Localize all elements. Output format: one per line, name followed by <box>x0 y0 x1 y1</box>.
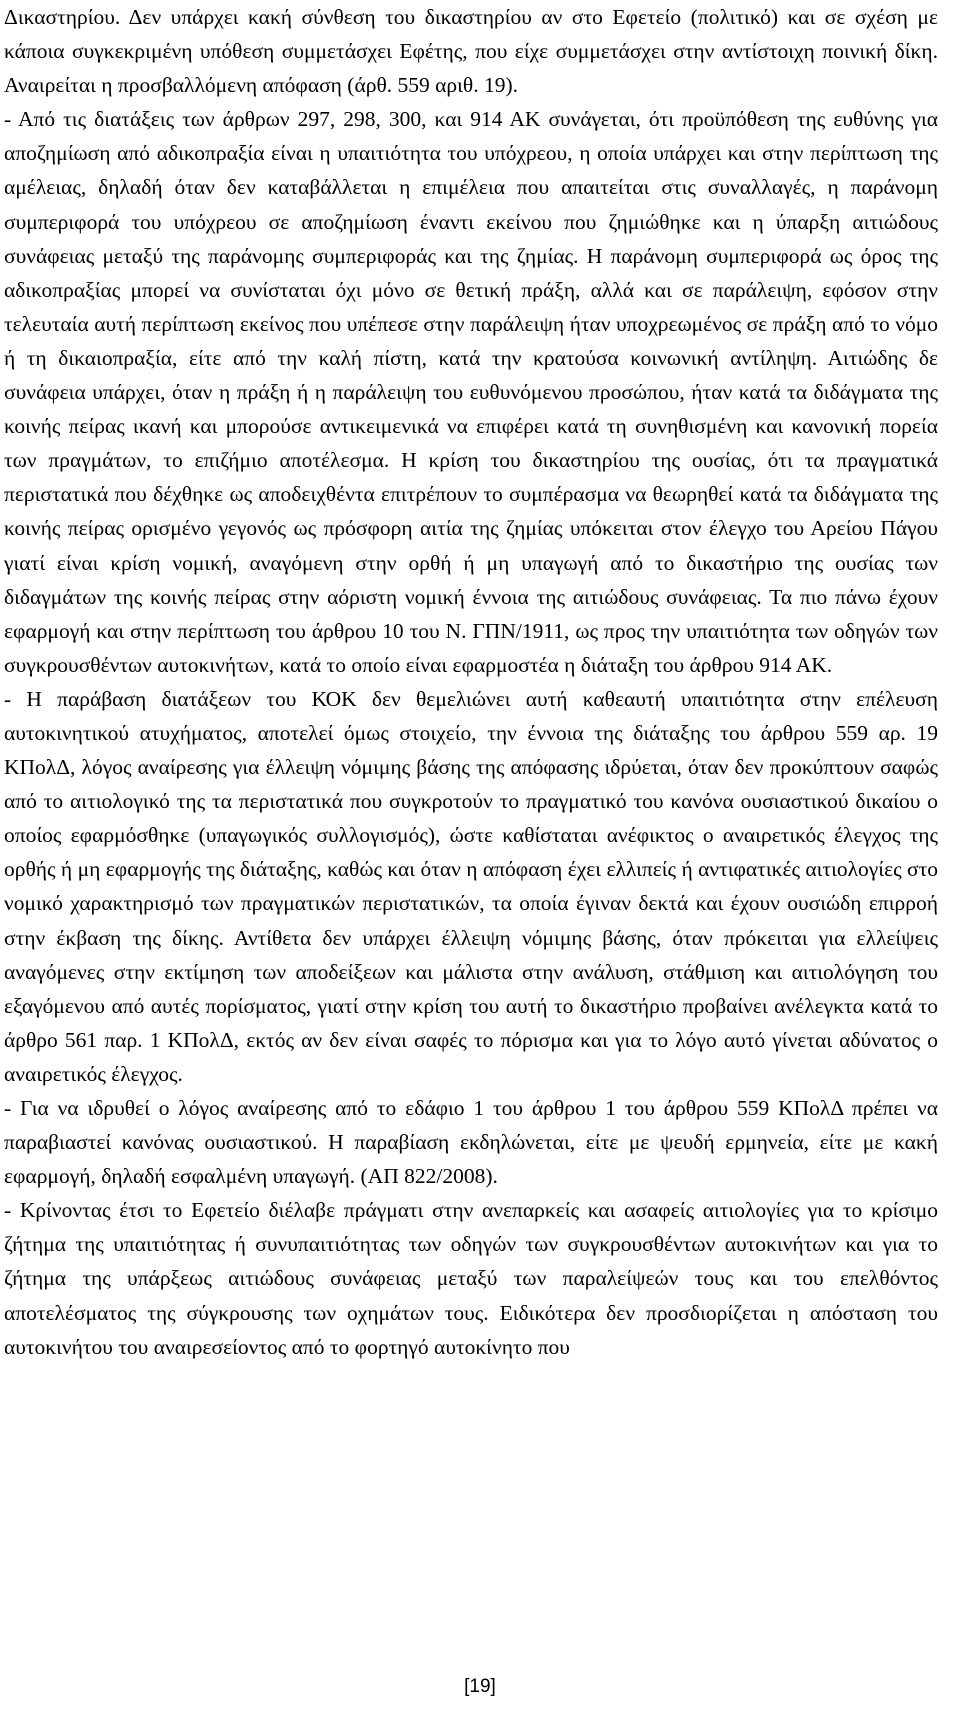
document-body <box>4 0 938 1364</box>
paragraph-tort-liability: - Από τις διατάξεις των άρθρων 297, 298, 300, και 914 ΑΚ συνάγεται, ότι προϋπόθεση της ευθύνης για αποζημίωση από αδικοπραξία είναι η υπαιτιότητα του υπόχρεου, η οποία υπάρχει και στην περίπτωση της αμέλειας, δηλαδή όταν δεν καταβάλλεται η επιμέλεια που απαιτείται στις συναλλαγές, η παράνομη συμπεριφορά του υπόχρεου σε αποζημίωση έναντι εκείνου που ζημιώθηκε και η ύπαρξη αιτιώδους συνάφειας μεταξύ της παράνομης συμπεριφοράς και της ζημίας. Η παράνομη συμπεριφορά ως όρος της αδικοπραξίας μπορεί να συνίσταται όχι μόνο σε θετική πράξη, αλλά και σε παράλειψη, εφόσον στην τελευταία αυτή περίπτωση εκείνος που υπέπεσε στην παράλειψη ήταν υποχρεωμένος σε πράξη από το νόμο ή τη δικαιοπραξία, είτε από την καλή πίστη, κατά την κρατούσα κοινωνική αντίληψη. Αιτιώδης δε συνάφεια υπάρχει, όταν η πράξη ή η παράλειψη του ευθυνόμενου προσώπου, ήταν κατά τα διδάγματα της κοινής πείρας ικανή και μπορούσε αντικειμενικά να επιφέρει κατά τη συνηθισμένη και κανονική πορεία των πραγμάτων, το επιζήμιο αποτέλεσμα. Η κρίση του δικαστηρίου της ουσίας, ότι τα πραγματικά περιστατικά που δέχθηκε ως αποδειχθέντα επιτρέπουν το συμπέρασμα να θεωρηθεί κατά τα διδάγματα της κοινής πείρας ορισμένο γεγονός ως πρόσφορη αιτία της ζημίας υπόκειται στον έλεγχο του Αρείου Πάγου γιατί είναι κρίση νομική, αναγόμενη στην ορθή ή μη υπαγωγή από το δικαστήριο της ουσίας των διδαγμάτων της κοινής πείρας στην αόριστη νομική έννοια της αιτιώδους συνάφειας. Τα πιο πάνω έχουν εφαρμογή και στην περίπτωση του άρθρου 10 του Ν. ΓΠΝ/1911, ως προς την υπαιτιότητα των οδηγών των συγκρουσθέντων αυτοκινήτων, κατά το οποίο είναι εφαρμοστέα η διάταξη του άρθρου 914 ΑΚ. <box>4 107 938 677</box>
paragraph-court-composition: Δικαστηρίου. Δεν υπάρχει κακή σύνθεση του δικαστηρίου αν στο Εφετείο (πολιτικό) και σε σχέση με κάποια συγκεκριμένη υπόθεση συμμετάσχει Εφέτης, που είχε συμμετάσχει στην αντίστοιχη ποινική δίκη. Αναιρείται η προσβαλλόμενη απόφαση (άρθ. 559 αριθ. 19). <box>4 5 938 98</box>
paragraph-cassation-grounds: - Για να ιδρυθεί ο λόγος αναίρεσης από το εδάφιο 1 του άρθρου 1 του άρθρου 559 ΚΠολΔ πρέπει να παραβιαστεί κανόνας ουσιαστικού. Η παραβίαση εκδηλώνεται, είτε με ψευδή ερμηνεία, είτε με κακή εφαρμογή, δηλαδή εσφαλμένη υπαγωγή. (ΑΠ 822/2008). <box>4 1096 938 1189</box>
page-number: [19] <box>464 1676 496 1697</box>
paragraph-court-of-appeal-reasoning: - Κρίνοντας έτσι το Εφετείο διέλαβε πράγματι στην ανεπαρκείς και ασαφείς αιτιολογίες για το κρίσιμο ζήτημα της υπαιτιότητας ή συνυπαιτιότητας των οδηγών των συγκρουσθέντων αυτοκινήτων και για το ζήτημα της υπάρξεως αιτιώδους συνάφειας μεταξύ των παραλείψεών τους και του επελθόντος αποτελέσματος της σύγκρουσης των οχημάτων τους. Ειδικότερα δεν προσδιορίζεται η απόσταση του αυτοκινήτου του αναιρεσείοντος από το φορτηγό αυτοκίνητο που <box>4 1198 938 1359</box>
paragraph-traffic-code-violation: - Η παράβαση διατάξεων του ΚΟΚ δεν θεμελιώνει αυτή καθεαυτή υπαιτιότητα στην επέλευση αυτοκινητικού ατυχήματος, αποτελεί όμως στοιχείο, την έννοια της διάταξης του άρθρου 559 αρ. 19 ΚΠολΔ, λόγος αναίρεσης για έλλειψη νόμιμης βάσης της απόφασης ιδρύεται, όταν δεν προκύπτουν σαφώς από το αιτιολογικό της τα περιστατικά που συγκροτούν το πραγματικό του κανόνα ουσιαστικού δικαίου ο οποίος εφαρμόσθηκε (υπαγωγικός συλλογισμός), ώστε καθίσταται ανέφικτος ο αναιρετικός έλεγχος της ορθής ή μη εφαρμογής της διάταξης, καθώς και όταν η απόφαση έχει ελλιπείς ή αντιφατικές αιτιολογίες στο νομικό χαρακτηρισμό των πραγματικών περιστατικών, τα οποία έγιναν δεκτά και έχουν ουσιώδη επιρροή στην έκβαση της δίκης. Αντίθετα δεν υπάρχει έλλειψη νόμιμης βάσης, όταν πρόκειται για ελλείψεις αναγόμενες στην εκτίμηση των αποδείξεων και μάλιστα στην ανάλυση, στάθμιση και αιτιολόγηση του εξαγόμενου από αυτές πορίσματος, γιατί στην κρίση του αυτή το δικαστήριο προβαίνει ανέλεγκτα κατά το άρθρο 561 παρ. 1 ΚΠολΔ, εκτός αν δεν είναι σαφές το πόρισμα και για το λόγο αυτό γίνεται αδύνατος ο αναιρετικός έλεγχος. <box>4 686 938 1086</box>
